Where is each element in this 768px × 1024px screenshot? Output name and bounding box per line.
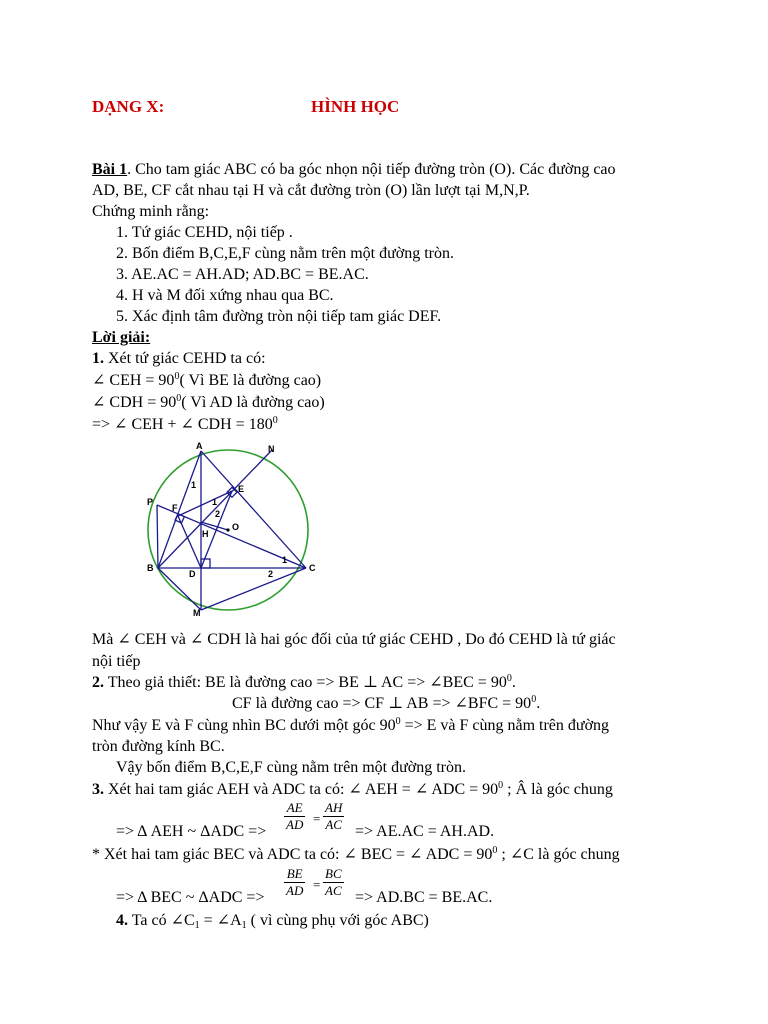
segment-mc bbox=[201, 568, 306, 610]
mark-2: 2 bbox=[215, 509, 221, 519]
step-1-conclusion-2: nội tiếp bbox=[92, 653, 141, 670]
right-angle-f bbox=[175, 514, 184, 523]
mark-c2: 2 bbox=[268, 569, 274, 579]
prove-intro: Chứng minh rằng: bbox=[92, 203, 210, 220]
chapter-label: DẠNG X: bbox=[92, 97, 165, 116]
step-2-line-4: tròn đường kính BC. bbox=[92, 738, 225, 755]
label-p: P bbox=[147, 497, 154, 507]
step-3-line-4b: => AD.BC = BE.AC. bbox=[355, 889, 493, 906]
mark-a1: 1 bbox=[191, 480, 197, 490]
problem-line-2: AD, BE, CF cắt nhau tại H và cắt đường tròn (O) lần lượt tại M,N,P. bbox=[92, 182, 530, 199]
label-f: F bbox=[172, 503, 178, 513]
step-1-line-1: ∠ CEH = $90^0$( Vì BE là đường cao) bbox=[92, 371, 322, 389]
mark-1: 1 bbox=[212, 497, 218, 507]
label-h: H bbox=[202, 529, 209, 539]
label-n: N bbox=[268, 444, 275, 454]
list-item: 3. AE.AC = AH.AD; AD.BC = BE.AC. bbox=[116, 266, 369, 283]
equals-sign: = bbox=[313, 877, 321, 892]
step-2-line-3: Như vậy E và F cùng nhìn BC dưới một góc $90^0 => E$ và F cùng nằm trên đường bbox=[92, 716, 610, 734]
step-1-line-3: => ∠ CEH + ∠ CDH = $180^0$ bbox=[92, 415, 278, 433]
fraction-be-ad: $\frac{BE}{AD}$ bbox=[286, 866, 304, 898]
list-item: 1. Tứ giác CEHD, nội tiếp . bbox=[116, 224, 293, 241]
segment-df bbox=[178, 516, 201, 568]
step-1-line-2: ∠ CDH = $90^0$( Vì AD là đường cao) bbox=[92, 393, 325, 411]
list-item: 4. H và M đối xứng nhau qua BC. bbox=[116, 287, 334, 304]
list-item: 2. Bốn điểm B,C,E,F cùng nằm trên một đường tròn. bbox=[116, 245, 454, 262]
step-3-line-2a: => Δ AEH ~ ΔADC => bbox=[116, 823, 267, 840]
problem-label: Bài 1 bbox=[92, 161, 128, 178]
equals-sign: = bbox=[313, 811, 321, 826]
step-2-line-5: Vậy bốn điểm B,C,E,F cùng nằm trên một đường tròn. bbox=[116, 759, 466, 776]
list-item: 5. Xác định tâm đường tròn nội tiếp tam giác DEF. bbox=[116, 308, 442, 325]
step-3-line-3: * Xét hai tam giác BEC và ADC ta có: ∠ BEC = ∠ ADC = $90^0$ ; ∠C là góc chung bbox=[92, 845, 620, 863]
chapter-title: HÌNH HỌC bbox=[311, 97, 400, 116]
fraction-ah-ac: $\frac{AH}{AC}$ bbox=[325, 800, 343, 832]
fraction-bc-ac: $\frac{BC}{AC}$ bbox=[325, 866, 342, 898]
label-d: D bbox=[189, 569, 196, 579]
solution-label: Lời giải: bbox=[92, 329, 151, 346]
segment-pb bbox=[157, 505, 158, 568]
label-o: O bbox=[232, 522, 240, 532]
step-1-intro: 1. Xét tứ giác CEHD ta có: bbox=[92, 350, 266, 367]
label-b: B bbox=[147, 563, 154, 573]
label-a: A bbox=[196, 441, 203, 451]
side-ab bbox=[158, 451, 201, 568]
step-3-line-2b: => AE.AC = AH.AD. bbox=[355, 823, 495, 840]
step-2-line-2: CF là đường cao => CF ⊥ AB => ∠BFC = $90^0$. bbox=[232, 694, 541, 712]
step-3-line-4a: => Δ BEC ~ ΔADC => bbox=[116, 889, 265, 906]
fraction-ae-ad: $\frac{AE}{AD}$ bbox=[286, 800, 304, 832]
step-4-line-1: 4. Ta có $\angle C_1$ = $\angle A_1$ ( vì cùng phụ với góc ABC) bbox=[116, 912, 429, 931]
mark-c1: 1 bbox=[282, 555, 288, 565]
label-c: C bbox=[309, 563, 316, 573]
geometry-figure bbox=[140, 437, 330, 617]
problem-line-1: Bài 1. Cho tam giác ABC có ba góc nhọn nội tiếp đường tròn (O). Các đường cao bbox=[92, 161, 616, 178]
step-3-line-1: 3. Xét hai tam giác AEH và ADC ta có: ∠ AEH = ∠ ADC = $90^0$ ; Â là góc chung bbox=[92, 780, 613, 798]
label-m: M bbox=[193, 608, 201, 617]
label-e: E bbox=[238, 484, 245, 494]
step-1-conclusion-1: Mà ∠ CEH và ∠ CDH là hai góc đối của tứ giác CEHD , Do đó CEHD là tứ giác bbox=[92, 631, 616, 648]
center-o bbox=[226, 528, 229, 531]
step-2-line-1: 2. Theo giả thiết: BE là đường cao => BE ⊥ AC => ∠BEC = $90^0$. bbox=[92, 673, 516, 691]
